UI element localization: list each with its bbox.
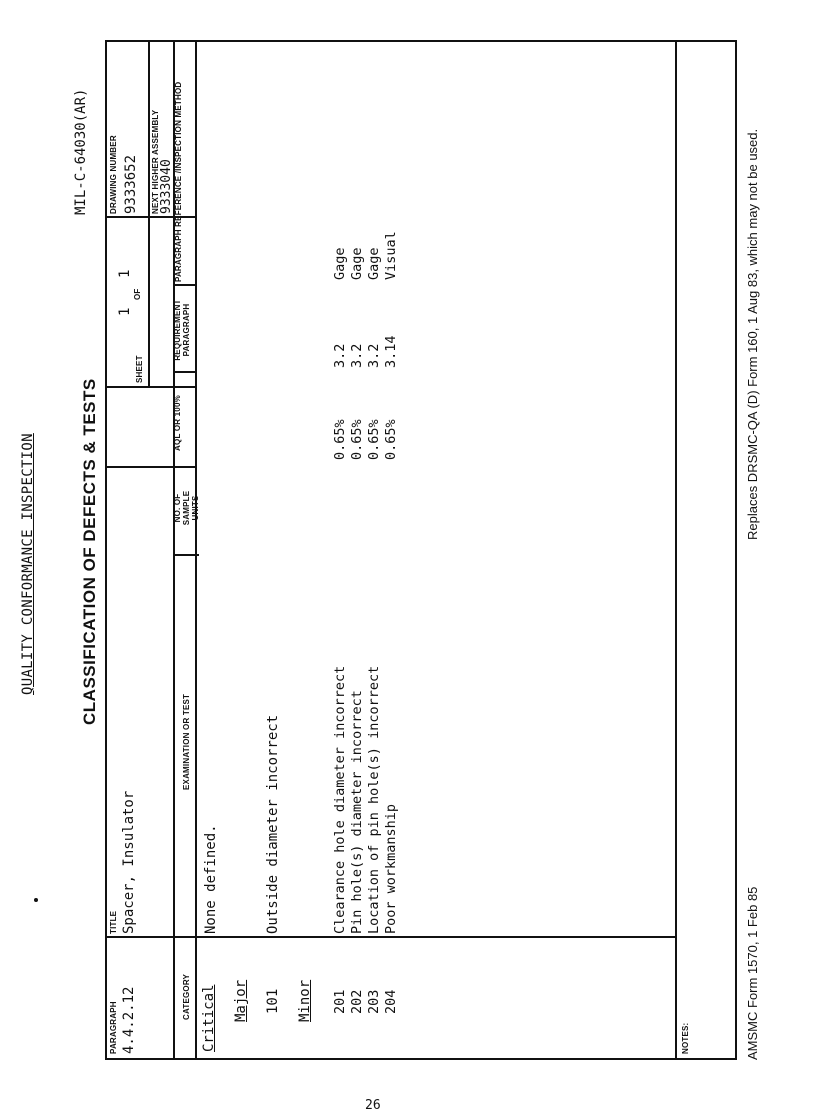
stray-mark	[34, 898, 38, 902]
form-title: CLASSIFICATION OF DEFECTS & TESTS	[80, 378, 99, 725]
row-req: 3.2	[332, 343, 348, 368]
drawing-number: 9333652	[123, 154, 139, 214]
paragraph-label: PARAGRAPH	[109, 1001, 118, 1054]
row-exam: Poor workmanship	[383, 803, 399, 934]
row-method: Visual	[383, 231, 399, 280]
row-code: 204	[383, 989, 399, 1014]
paragraph-value: 4.4.2.12	[121, 986, 137, 1054]
defects-form	[70, 40, 770, 1060]
row-code: 203	[366, 989, 382, 1014]
replaces-note: Replaces DRSMC-QA (D) Form 160, 1 Aug 83, which may not be used.	[745, 128, 760, 540]
sheet-number: 1	[117, 307, 133, 316]
category-critical: Critical	[201, 984, 217, 1052]
category-minor: Minor	[297, 979, 313, 1022]
row-code: 101	[265, 988, 281, 1014]
row-exam: Location of pin hole(s) incorrect	[366, 665, 382, 934]
col-sample: NO. OF SAMPLE UNITS	[173, 490, 200, 526]
row-req: 3.2	[349, 343, 365, 368]
qc-heading	[0, 0, 70, 1115]
sheet-total: 1	[117, 269, 133, 278]
sheet-of: OF	[133, 288, 142, 300]
row-method: Gage	[366, 247, 382, 280]
row-exam: Outside diameter incorrect	[265, 714, 281, 934]
row-method: Gage	[332, 247, 348, 280]
col-aql: AQL OR 100%	[173, 395, 182, 451]
spec-number: MIL-C-64030(AR)	[73, 88, 89, 215]
row-aql: 0.65%	[366, 419, 382, 460]
title-label: TITLE	[109, 910, 118, 934]
row-exam: Pin hole(s) diameter incorrect	[349, 690, 365, 934]
next-assembly-label: NEXT HIGHER ASSEMBLY	[151, 109, 160, 214]
form-box	[105, 40, 737, 1060]
col-ref: PARAGRAPH REFERENCE /INSPECTION METHOD	[174, 81, 183, 282]
col-req: REQUIREMENT PARAGRAPH	[173, 299, 191, 361]
row-code: 202	[349, 989, 365, 1014]
category-major: Major	[233, 979, 249, 1022]
notes-label: NOTES:	[681, 1022, 690, 1054]
row-req: 3.14	[383, 335, 399, 368]
title-value: Spacer, Insulator	[121, 790, 137, 934]
row-req: 3.2	[366, 343, 382, 368]
row-aql: 0.65%	[332, 419, 348, 460]
critical-text: None defined.	[203, 824, 219, 934]
row-method: Gage	[349, 247, 365, 280]
sheet-label: SHEET	[135, 355, 144, 383]
drawing-number-label: DRAWING NUMBER	[109, 135, 118, 214]
row-aql: 0.65%	[349, 419, 365, 460]
form-id: AMSMC Form 1570, 1 Feb 85	[745, 886, 760, 1060]
qc-heading-text: QUALITY CONFORMANCE INSPECTION	[20, 433, 36, 695]
row-aql: 0.65%	[383, 419, 399, 460]
next-assembly: 9333040	[159, 159, 174, 214]
col-exam: EXAMINATION OR TEST	[182, 693, 191, 790]
row-code: 201	[332, 989, 348, 1014]
page-number: 26	[365, 1098, 381, 1113]
col-category: CATEGORY	[182, 973, 191, 1020]
row-exam: Clearance hole diameter incorrect	[332, 665, 348, 934]
